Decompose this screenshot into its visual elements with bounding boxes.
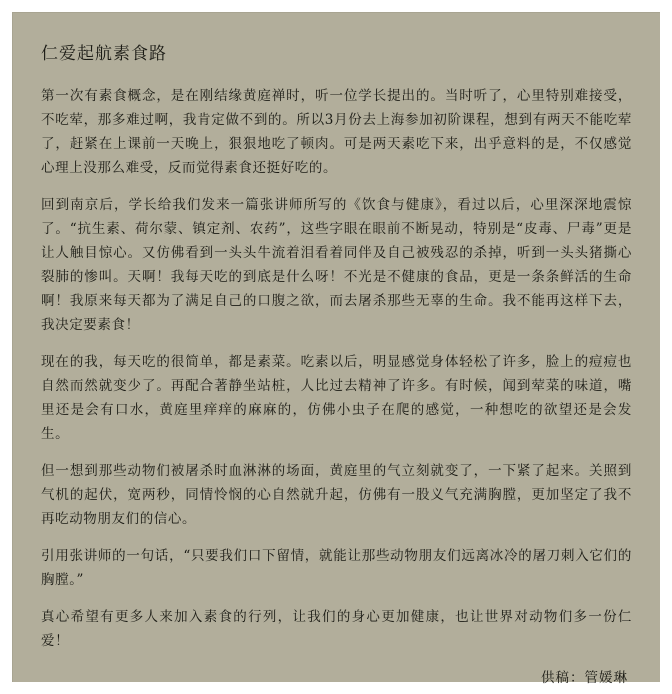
paragraph-4: 但一想到那些动物们被屠杀时血淋淋的场面，黄庭里的气立刻就变了，一下紧了起来。关照到气机的起伏，宽两秒，同情怜悯的心自然就升起，仿佛有一股义气充满胸膛，更加坚定了我不再吃动物朋友们的信心。 [41,463,632,527]
paragraph-5: 引用张讲师的一句话，“只要我们口下留情，就能让那些动物朋友们远离冰冷的屠刀刺入它们的胸膛。” [41,548,632,588]
article-title: 仁爱起航素食路 [41,44,167,64]
author-signature: 供稿：管媛琳 [541,670,628,686]
article-panel [12,12,660,686]
paragraph-2: 回到南京后，学长给我们发来一篇张讲师所写的《饮食与健康》，看过以后，心里深深地震惊了。“抗生素、荷尔蒙、镇定剂、农药”，这些字眼在眼前不断晃动，特别是“皮毒、尸毒”更是让人触目惊心。又仿佛看到一头头牛流着泪看着同伴及自己被残忍的杀掉，听到一头头猪撕心裂肺的惨叫。天啊！我每天吃的到底是什么呀！不光是不健康的食品，更是一条条鲜活的生命啊！我原来每天都为了满足自己的口腹之欲，而去屠杀那些无辜的生命。我不能再这样下去，我决定要素食！ [41,197,632,333]
paragraph-1: 第一次有素食概念，是在刚结缘黄庭禅时，听一位学长提出的。当时听了，心里特别难接受，不吃荤，那多难过啊，我肯定做不到的。所以3月份去上海参加初阶课程，想到有两天不能吃荤了，赶紧在上课前一天晚上，狠狠地吃了顿肉。可是两天素吃下来，出乎意料的是，不仅感觉心理上没那么难受，反而觉得素食还挺好吃的。 [41,88,632,176]
paragraph-3: 现在的我，每天吃的很简单，都是素菜。吃素以后，明显感觉身体轻松了许多，脸上的痘痘也自然而然就变少了。再配合著静坐站桩，人比过去精神了许多。有时候，闻到荤菜的味道，嘴里还是会有口水，黄庭里痒痒的麻麻的，仿佛小虫子在爬的感觉，一种想吃的欲望还是会发生。 [41,354,632,442]
paragraph-6: 真心希望有更多人来加入素食的行列，让我们的身心更加健康，也让世界对动物们多一份仁爱！ [41,609,632,649]
